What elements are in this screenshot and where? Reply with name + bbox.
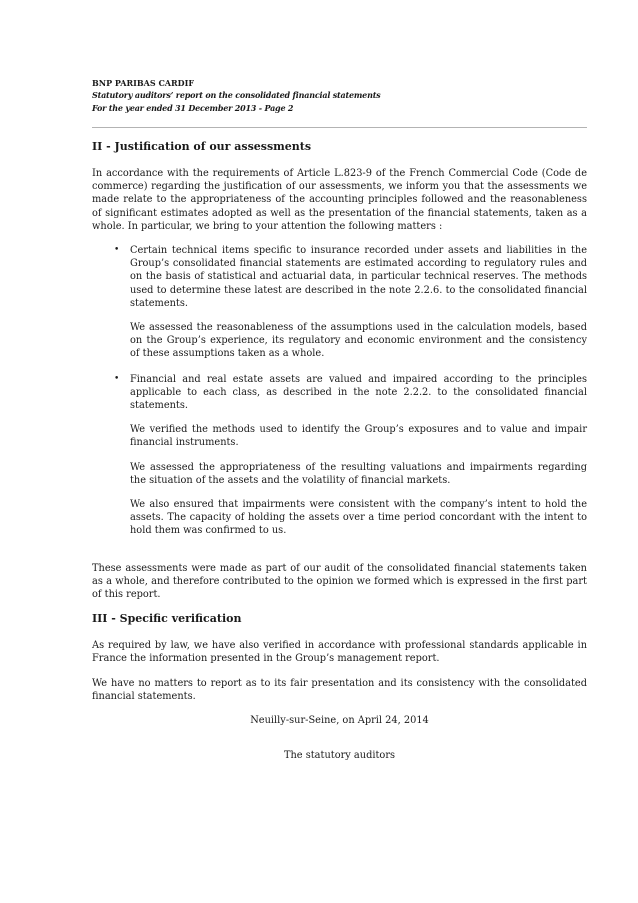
section-2-intro: In accordance with the requirements of Article L.823-9 of the French Commercial Code (Code de commerce) regarding the justification of our assessments, we inform you that the assessments we made relate to the appropriateness of the accounting principles followed and the reasonableness of significant estimates adopted as well as the presentation of the financial statements, taken as a whole. In particular, we bring to your attention the following matters : [92,168,587,232]
signature-signatory: The statutory auditors [283,750,396,762]
header-period: For the year ended 31 December 2013 - Page 2 [92,103,294,113]
bullet-icon: • [114,373,120,384]
matter-2-assessment-1: We verified the methods used to identify the Group’s exposures and to value and impair financial instruments. [130,424,587,449]
matter-2-text: Financial and real estate assets are valued and impaired according to the principles applicable to each class, as described in the note 2.2.2. to the consolidated financial statements. [130,373,587,412]
list-item [92,373,587,538]
section-2-title: II - Justification of our assessments [92,140,312,153]
list-item [92,244,587,361]
report-body [92,140,587,763]
header-subtitle: Statutory auditors’ report on the consolidated financial statements [92,90,381,100]
bullet-icon: • [114,245,120,256]
list-spacer [92,361,587,373]
header-divider [92,127,587,128]
section-2-closing: These assessments were made as part of our audit of the consolidated financial statements taken as a whole, and therefore contributed to the opinion we formed which is expressed in the first part of this report. [92,562,587,601]
matters-list [92,244,587,538]
matter-2-assessment-3: We also ensured that impairments were consistent with the company’s intent to hold the assets. The capacity of holding the assets over a time period concordant with the intent to hold them was confirmed to us. [130,499,587,537]
signature-place-date: Neuilly-sur-Seine, on April 24, 2014 [250,715,429,727]
matter-2-assessment-2: We assessed the appropriateness of the resulting valuations and impairments regarding the situation of the assets and the volatility of financial markets. [130,461,587,486]
section-3-para-1: As required by law, we have also verified in accordance with professional standards applicable in France the information presented in the Group’s management report. [92,640,587,665]
section-3-para-2: We have no matters to report as to its fair presentation and its consistency with the consolidated financial statements. [92,677,587,702]
section-3-title: III - Specific verification [92,612,242,626]
header-company: BNP PARIBAS CARDIF [92,78,195,88]
matter-1-text: Certain technical items specific to insurance recorded under assets and liabilities in the Group’s consolidated financial statements are estimated according to regulatory rules and on the basis of statistical and actuarial data, in particular technical reserves. The methods used to determine these latest are described in the note 2.2.6. to the consolidated financial statements. [130,245,587,309]
matter-1-assessment: We assessed the reasonableness of the assumptions used in the calculation models, based on the Group’s experience, its regulatory and economic environment and the consistency of these assumptions taken as a whole. [130,322,587,360]
